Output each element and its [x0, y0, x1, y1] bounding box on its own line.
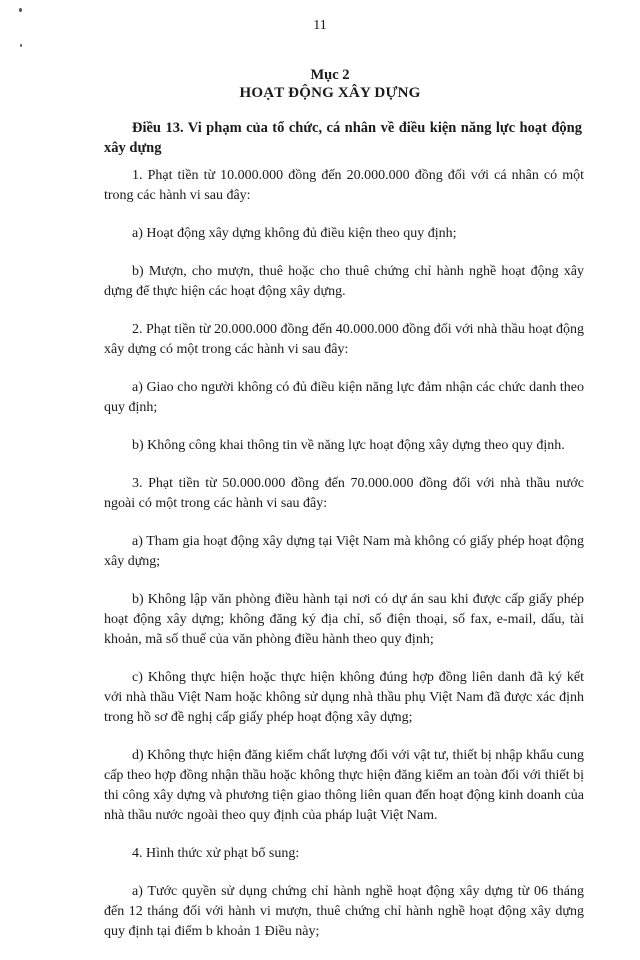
scan-speck: [19, 8, 22, 12]
paragraph-clause-3a: a) Tham gia hoạt động xây dựng tại Việt Nam mà không có giấy phép hoạt động xây dựng;: [104, 534, 584, 569]
article-body: [104, 166, 584, 960]
paragraph-clause-4a: a) Tước quyền sử dụng chứng chỉ hành nghề hoạt động xây dựng từ 06 tháng đến 12 tháng đối với hành vi mượn, thuê chứng chỉ hành nghề hoạt động xây dựng quy định tại điểm b khoản 1 Điều này;: [104, 884, 584, 939]
page-number: 11: [313, 18, 327, 33]
paragraph-clause-3c: c) Không thực hiện hoặc thực hiện không đúng hợp đồng liên danh đã ký kết với nhà thầu Việt Nam hoặc không sử dụng nhà thầu phụ Việt Nam đã được xác định trong hồ sơ đề nghị cấp giấy phép hoạt động xây dựng;: [104, 670, 584, 725]
article-heading: Điều 13. Vi phạm của tổ chức, cá nhân về điều kiện năng lực hoạt động xây dựng: [104, 120, 582, 156]
paragraph-clause-3d: d) Không thực hiện đăng kiểm chất lượng đối với vật tư, thiết bị nhập khẩu cung cấp theo hợp đồng nhận thầu hoặc không thực hiện đăng kiểm an toàn đối với thiết bị thi công xây dựng và phương tiện giao thông liên quan đến hoạt động kinh doanh của nhà thầu nước ngoài theo quy định của pháp luật Việt Nam.: [104, 748, 584, 823]
paragraph-clause-1: 1. Phạt tiền từ 10.000.000 đồng đến 20.000.000 đồng đối với cá nhân có một trong các hành vi sau đây:: [104, 168, 584, 203]
section-label: Mục 2: [310, 67, 350, 83]
paragraph-clause-4: 4. Hình thức xử phạt bổ sung:: [132, 846, 300, 861]
paragraph-clause-2a: a) Giao cho người không có đủ điều kiện năng lực đảm nhận các chức danh theo quy định;: [104, 380, 584, 415]
scan-speck: [20, 44, 22, 47]
paragraph-clause-1b: b) Mượn, cho mượn, thuê hoặc cho thuê chứng chỉ hành nghề hoạt động xây dựng để thực hiện các hoạt động xây dựng.: [104, 264, 584, 299]
paragraph-clause-3: 3. Phạt tiền từ 50.000.000 đồng đến 70.000.000 đồng đối với nhà thầu nước ngoài có một trong các hành vi sau đây:: [104, 476, 584, 511]
paragraph-clause-1a: a) Hoạt động xây dựng không đủ điều kiện theo quy định;: [132, 226, 457, 241]
section-title: HOẠT ĐỘNG XÂY DỰNG: [239, 85, 421, 101]
paragraph-clause-2b: b) Không công khai thông tin về năng lực hoạt động xây dựng theo quy định.: [132, 438, 565, 453]
paragraph-clause-3b: b) Không lập văn phòng điều hành tại nơi có dự án sau khi được cấp giấy phép hoạt động xây dựng; không đăng ký địa chỉ, số điện thoại, số fax, e-mail, dấu, tài khoản, mã số thuế của văn phòng điều hành theo quy định;: [104, 592, 584, 647]
paragraph-clause-2: 2. Phạt tiền từ 20.000.000 đồng đến 40.000.000 đồng đối với nhà thầu hoạt động xây dựng có một trong các hành vi sau đây:: [104, 322, 584, 357]
